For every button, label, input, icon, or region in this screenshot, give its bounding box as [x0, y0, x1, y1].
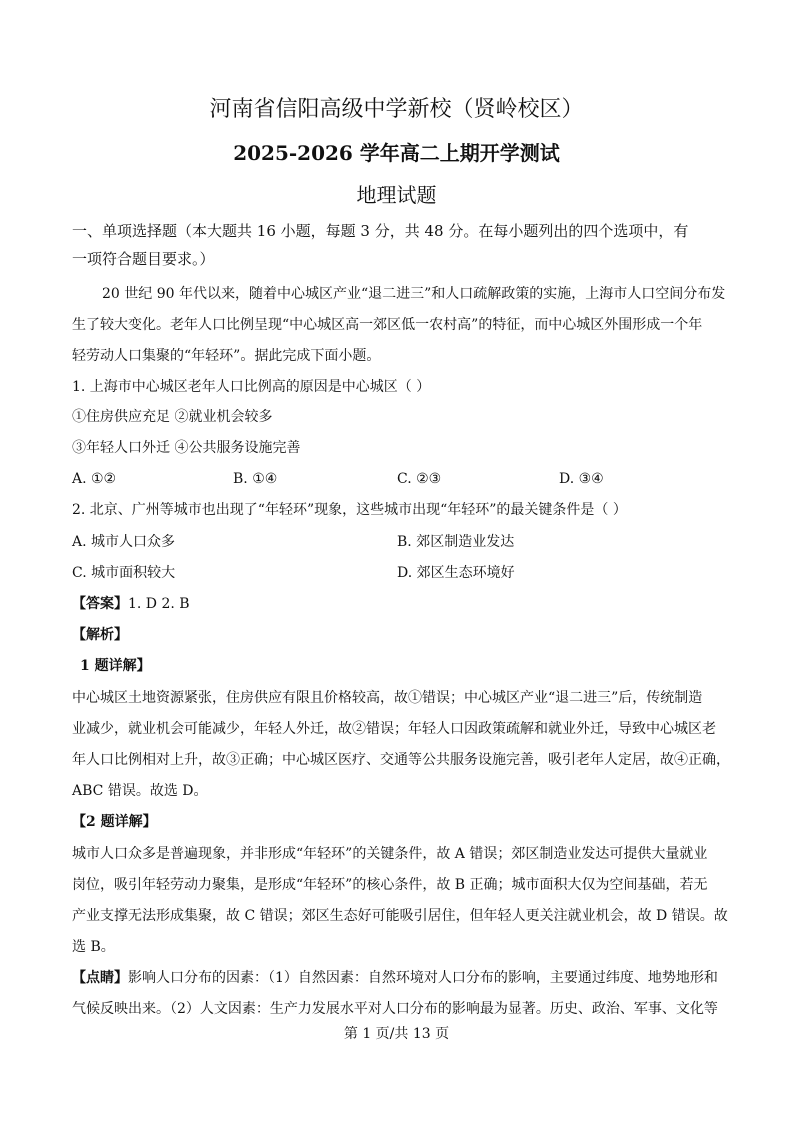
detail-1-line: 年人口比例相对上升，故③正确；中心城区医疗、交通等公共服务设施完善，吸引老年人定居，故④正确， [72, 752, 730, 768]
option-a: A. ①② [72, 471, 117, 487]
exam-title: 2025-2026 学年高二上期开学测试 [233, 141, 560, 165]
answer-text: 1. D 2. B [128, 596, 190, 612]
subject-title: 地理试题 [356, 183, 437, 207]
option-b: B. ①④ [233, 471, 278, 487]
answer-label: 【答案】 [72, 596, 128, 612]
detail-1-line: 中心城区土地资源紧张，住房供应有限且价格较高，故①错误；中心城区产业“退二进三”后，传统制造 [72, 690, 703, 706]
answer-line [72, 595, 190, 613]
detail-2-label: 【2 题详解】 [72, 814, 157, 830]
passage-line: 轻劳动人口集聚的“年轻环”。据此完成下面小题。 [72, 348, 381, 364]
question-2-stem: 2. 北京、广州等城市也出现了“年轻环”现象，这些城市出现“年轻环”的最关键条件是（ ） [72, 502, 627, 518]
passage-line: 20 世纪 90 年代以来，随着中心城区产业“退二进三”和人口疏解政策的实施，上海市人口空间分布发 [102, 286, 726, 302]
detail-1-line: ABC 错误。故选 D。 [72, 783, 208, 799]
tip-line [72, 969, 718, 987]
option-b: B. 郊区制造业发达 [397, 534, 515, 550]
page-footer: 第 1 页/共 13 页 [343, 1026, 450, 1042]
question-1-items: ①住房供应充足 ②就业机会较多 [72, 409, 273, 425]
page-title: 河南省信阳高级中学新校（贤岭校区） [209, 97, 584, 122]
detail-1-label: 1 题详解】 [80, 658, 151, 674]
option-d: D. ③④ [559, 471, 604, 487]
option-a: A. 城市人口众多 [72, 534, 176, 550]
option-d: D. 郊区生态环境好 [397, 565, 515, 581]
tip-line: 气候反映出来。（2）人文因素：生产力发展水平对人口分布的影响最为显著。历史、政治、军事、文化等 [72, 1001, 718, 1017]
question-1-items: ③年轻人口外迁 ④公共服务设施完善 [72, 440, 301, 456]
detail-1-line: 业减少，就业机会可能减少，年轻人外迁，故②错误；年轻人口因政策疏解和就业外迁，导致中心城区老 [72, 721, 716, 737]
tip-label: 【点睛】 [72, 970, 128, 986]
detail-2-line: 产业支撑无法形成集聚，故 C 错误；郊区生态好可能吸引居住，但年轻人更关注就业机会，故 D 错误。故 [72, 908, 728, 924]
detail-2-line: 城市人口众多是普遍现象，并非形成“年轻环”的关键条件，故 A 错误；郊区制造业发达可提供大量就业 [72, 846, 708, 862]
detail-2-line: 岗位，吸引年轻劳动力聚集，是形成“年轻环”的核心条件，故 B 正确；城市面积大仅为空间基础，若无 [72, 877, 708, 893]
section-heading-line2: 一项符合题目要求。） [72, 250, 215, 268]
section-heading-line1: 一、单项选择题（本大题共 16 小题，每题 3 分，共 48 分。在每小题列出的四个选项中，有 [72, 222, 689, 240]
detail-2-line: 选 B。 [72, 939, 115, 955]
tip-text: 影响人口分布的因素：（1）自然因素：自然环境对人口分布的影响，主要通过纬度、地势地形和 [128, 970, 718, 986]
analysis-label: 【解析】 [72, 627, 128, 643]
option-c: C. 城市面积较大 [72, 565, 176, 581]
passage-line: 生了较大变化。老年人口比例呈现“中心城区高一郊区低一农村高”的特征，而中心城区外围形成一个年 [72, 317, 703, 333]
option-c: C. ②③ [397, 471, 442, 487]
question-1-stem: 1. 上海市中心城区老年人口比例高的原因是中心城区（ ） [72, 379, 431, 395]
